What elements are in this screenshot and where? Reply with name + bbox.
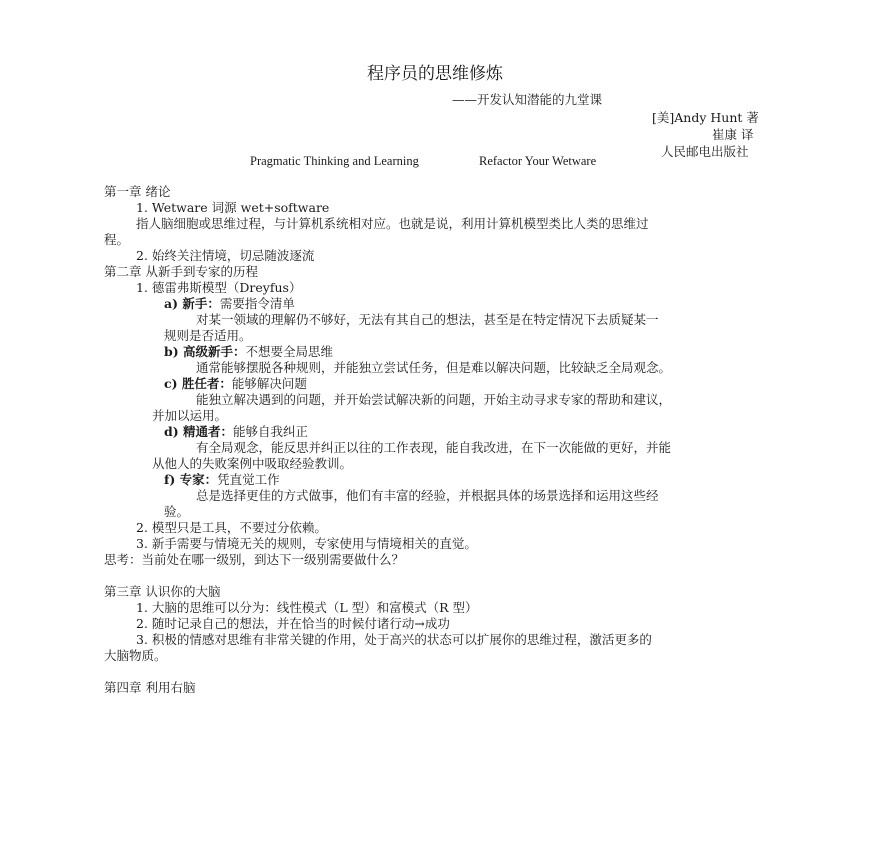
level-b-title: 不想要全局思维 (245, 344, 334, 359)
level-b-text: 通常能够摆脱各种规则，并能独立尝试任务，但是难以解决问题，比较缺乏全局观念。 (196, 360, 672, 375)
level-d-heading (164, 424, 308, 440)
ch1-item-1-text: 指人脑细胞或思维过程，与计算机系统相对应。也就是说，利用计算机模型类比人类的思维过 (136, 216, 649, 231)
level-f-text-cont: 验。 (164, 504, 190, 519)
level-c-text-cont: 并加以运用。 (152, 408, 228, 423)
level-d-text: 有全局观念，能反思并纠正以往的工作表现，能自我改进，在下一次能做的更好，并能 (196, 440, 672, 455)
ch1-item-1: 1. Wetware 词源 wet+software (136, 200, 330, 215)
level-b-label: b) 高级新手： (164, 344, 246, 359)
level-f-title: 凭直觉工作 (217, 472, 280, 487)
publisher-line: 人民邮电出版社 (661, 144, 749, 159)
level-a-label: a) 新手： (164, 296, 220, 311)
chapter-1-heading: 第一章 绪论 (104, 184, 171, 199)
ch3-item-2: 2. 随时记录自己的想法，并在恰当的时候付诸行动→成功 (136, 616, 450, 631)
author-line: [美]Andy Hunt 著 (652, 110, 759, 125)
level-c-text: 能独立解决遇到的问题，并开始尝试解决新的问题，开始主动寻求专家的帮助和建议， (196, 392, 672, 407)
ch2-item-1: 1. 德雷弗斯模型（Dreyfus） (136, 280, 302, 295)
level-a-text-cont: 规则是否适用。 (164, 328, 252, 343)
ch2-think: 思考：当前处在哪一级别，到达下一级别需要做什么？ (104, 552, 405, 567)
chapter-2-heading: 第二章 从新手到专家的历程 (104, 264, 258, 279)
level-b-heading (164, 344, 333, 360)
english-title-1: Pragmatic Thinking and Learning (250, 154, 419, 168)
level-a-text: 对某一领域的理解仍不够好，无法有其自己的想法，甚至是在特定情况下去质疑某一 (196, 312, 659, 327)
level-c-label: c) 胜任者： (164, 376, 232, 391)
level-a-title: 需要指令清单 (219, 296, 295, 311)
level-f-heading (164, 472, 280, 488)
ch1-item-2: 2. 始终关注情境，切忌随波逐流 (136, 248, 315, 263)
level-d-label: d) 精通者： (164, 424, 234, 439)
ch2-item-2: 2. 模型只是工具，不要过分依赖。 (136, 520, 327, 535)
ch3-item-1: 1. 大脑的思维可以分为：线性模式（L 型）和富模式（R 型） (136, 600, 478, 615)
level-c-heading (164, 376, 307, 392)
level-c-title: 能够解决问题 (231, 376, 307, 391)
level-a-heading (164, 296, 295, 312)
ch3-item-3: 3. 积极的情感对思维有非常关键的作用，处于高兴的状态可以扩展你的思维过程，激活更多的 (136, 632, 652, 647)
ch2-item-3: 3. 新手需要与情境无关的规则，专家使用与情境相关的直觉。 (136, 536, 477, 551)
level-f-text: 总是选择更佳的方式做事，他们有丰富的经验，并根据具体的场景选择和运用这些经 (196, 488, 659, 503)
level-d-title: 能够自我纠正 (233, 424, 309, 439)
translator-line: 崔康 译 (712, 127, 754, 142)
level-d-text-cont: 从他人的失败案例中吸取经验教训。 (152, 456, 353, 471)
chapter-4-heading: 第四章 利用右脑 (104, 680, 196, 695)
book-subtitle: ——开发认知潜能的九堂课 (452, 92, 603, 107)
english-title-2: Refactor Your Wetware (479, 154, 597, 168)
chapter-3-heading: 第三章 认识你的大脑 (104, 584, 221, 599)
book-title: 程序员的思维修炼 (367, 64, 503, 84)
level-f-label: f) 专家： (164, 472, 218, 487)
ch1-item-1-text-cont: 程。 (104, 232, 130, 247)
ch3-item-3-cont: 大脑物质。 (104, 648, 167, 663)
